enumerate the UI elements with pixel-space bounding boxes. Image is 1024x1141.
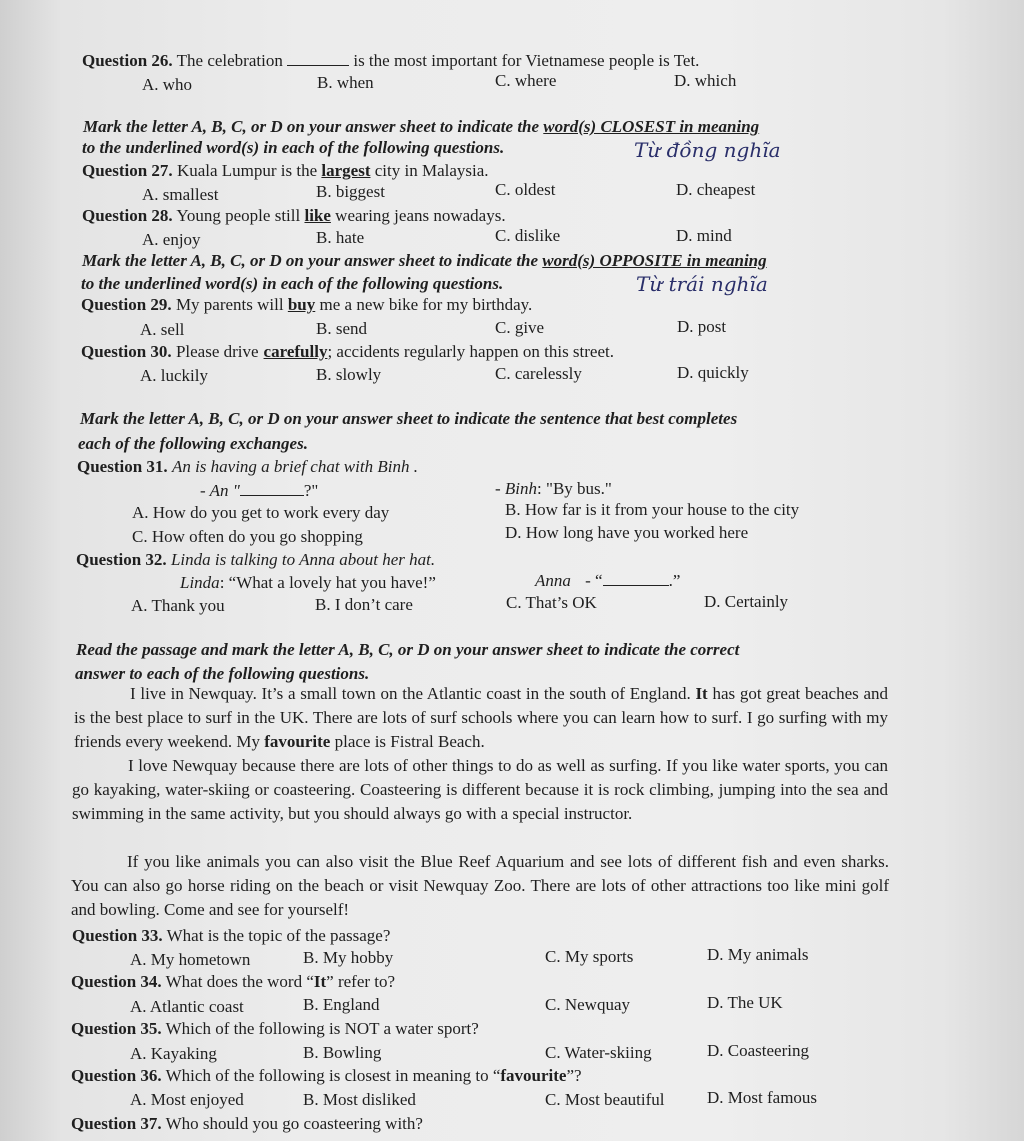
instruction-reading: Read the passage and mark the letter A, B, C, or D on your answer sheet to indicate the correct [76,640,740,659]
handwritten-note: Từ trái nghĩa [636,272,768,296]
question-29: Question 29. My parents will buy me a new bike for my birthday. [81,295,533,314]
option: A. My hometown [130,950,251,969]
dialogue-an: - An " ?" [200,481,319,500]
instruction-opposite: Mark the letter A, B, C, or D on your answer sheet to indicate the word(s) OPPOSITE in meaning [82,251,767,270]
option: B. when [317,73,374,92]
instruction-closest-line2: to the underlined word(s) in each of the following questions. [82,138,505,157]
answer-blank [240,481,304,496]
option: D. cheapest [676,180,756,199]
option: B. How far is it from your house to the city [505,500,800,519]
passage-paragraph-2: I love Newquay because there are lots of other things to do as well as surfing. If you like water sports, you can go kayaking, water-skiing or coasteering. Coasteering is different because it is rock climbing, jumping into the sea and swimming in the same activity, but you should always go with a special instructor. [72,756,888,823]
answer-blank [603,571,669,586]
option: B. hate [316,228,365,247]
option: B. Bowling [303,1043,382,1062]
instruction-exchange-line2: each of the following exchanges. [78,434,308,453]
option: A. Most enjoyed [130,1090,244,1109]
option: C. Water-skiing [545,1043,652,1062]
option: C. where [495,71,557,90]
option: C. oldest [495,180,556,199]
question-31: Question 31. An is having a brief chat with Binh . [77,457,418,476]
option: B. My hobby [303,948,394,967]
passage-paragraph-3: If you like animals you can also visit the Blue Reef Aquarium and see lots of different fish and even sharks. You can also go horse riding on the beach or visit Newquay Zoo. There are lots of other attractions too like mini golf and bowling. Come and see for yourself! [71,852,889,919]
option: C. carelessly [495,364,582,383]
option: D. mind [676,226,732,245]
question-35: Question 35. Which of the following is NOT a water sport? [71,1019,479,1038]
question-34: Question 34. What does the word “It” refer to? [71,972,396,991]
question-33: Question 33. What is the topic of the passage? [72,926,391,945]
dialogue-linda: Linda: “What a lovely hat you have!” [180,573,436,592]
option: D. The UK [707,993,783,1012]
option: A. sell [140,320,185,339]
passage-paragraph-1: I live in Newquay. It’s a small town on the Atlantic coast in the south of England. It has got great beaches and is the best place to surf in the UK. There are lots of surf schools where you can learn how to surf. I go surfing with my friends every weekend. My favourite place is Fistral Beach. [74,684,889,751]
option: D. Coasteering [707,1041,809,1060]
dialogue-binh: - Binh: "By bus." [495,479,612,498]
option: C. Newquay [545,995,630,1014]
option: C. That’s OK [506,593,597,612]
question-27: Question 27. Kuala Lumpur is the largest city in Malaysia. [82,161,489,180]
question-30: Question 30. Please drive carefully; accidents regularly happen on this street. [81,342,614,361]
answer-blank [287,51,349,66]
option: D. My animals [707,945,809,964]
option: A. How do you get to work every day [132,503,390,522]
instruction-exchange: Mark the letter A, B, C, or D on your answer sheet to indicate the sentence that best completes [80,409,738,428]
question-32: Question 32. Linda is talking to Anna about her hat. [76,550,436,569]
option: B. I don’t care [315,595,413,614]
option: D. Certainly [704,592,789,611]
option: B. send [316,319,367,338]
option: A. Thank you [131,596,225,615]
question-28: Question 28. Young people still like wearing jeans nowadays. [82,206,506,225]
option: D. which [674,71,737,90]
handwritten-note: Từ đồng nghĩa [634,138,781,162]
instruction-opposite-line2: to the underlined word(s) in each of the following questions. [81,274,504,293]
option: B. Most disliked [303,1090,416,1109]
option: A. enjoy [142,230,201,249]
question-36: Question 36. Which of the following is closest in meaning to “favourite”? [71,1066,582,1085]
option: A. who [142,75,193,94]
question-26: Question 26. The celebration is the most important for Vietnamese people is Tet. [82,51,700,70]
option: D. post [677,317,727,336]
option: B. England [303,995,380,1014]
option: D. Most famous [707,1088,818,1107]
option: D. quickly [677,363,749,382]
option: C. dislike [495,226,561,245]
option: B. biggest [316,182,385,201]
option: C. How often do you go shopping [132,527,363,546]
option: B. slowly [316,365,382,384]
instruction-closest: Mark the letter A, B, C, or D on your answer sheet to indicate the word(s) CLOSEST in meaning [83,117,760,136]
option: A. Kayaking [130,1044,217,1063]
option: A. luckily [140,366,208,385]
option: A. smallest [142,185,219,204]
question-37: Question 37. Who should you go coasteering with? [71,1114,423,1133]
option: D. How long have you worked here [505,523,749,542]
option: C. Most beautiful [545,1090,665,1109]
instruction-reading-line2: answer to each of the following questions. [75,664,370,683]
option: A. Atlantic coast [130,997,244,1016]
dialogue-anna: Anna - “ .” [535,571,681,590]
option: C. give [495,318,545,337]
option: C. My sports [545,947,634,966]
